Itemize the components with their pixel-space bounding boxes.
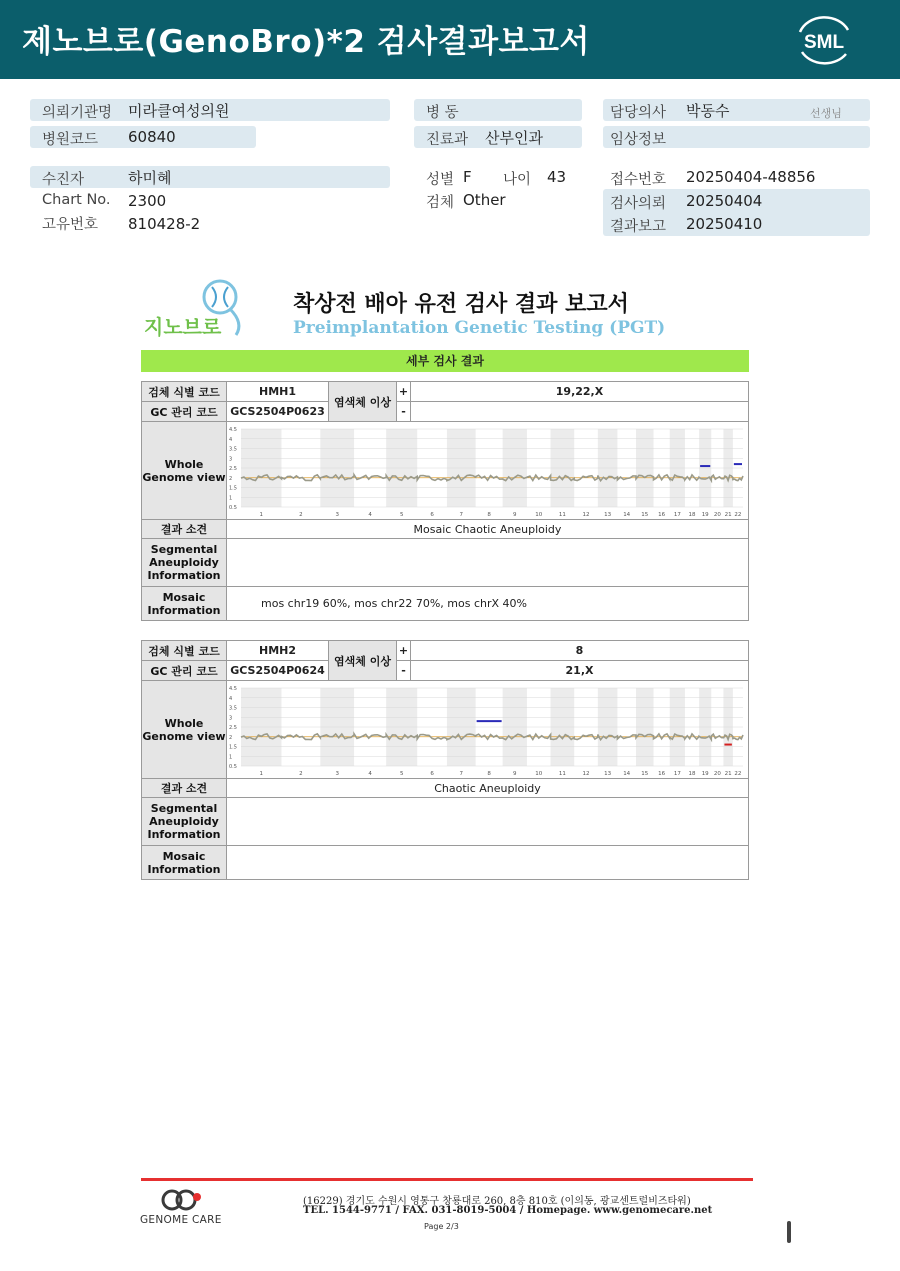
x-tick-label: 2 — [299, 770, 303, 777]
report-date-label: 결과보고 — [610, 219, 667, 235]
company-name: GENOME CARE — [140, 1214, 222, 1226]
hospital-code-label: 병원코드 — [42, 132, 99, 148]
minus-sign: - — [397, 402, 411, 422]
y-tick-label: 3 — [229, 455, 233, 462]
y-tick-label: 2 — [229, 475, 233, 482]
y-tick-label: 2.5 — [229, 465, 237, 472]
y-tick-label: 1.5 — [229, 744, 237, 750]
x-tick-label: 13 — [604, 511, 612, 518]
segmental-value — [227, 798, 749, 846]
x-tick-label: 16 — [658, 511, 666, 518]
hospital-code-value: 60840 — [128, 128, 176, 146]
minus-value — [411, 402, 749, 422]
age-value: 43 — [547, 168, 567, 186]
clinical-label: 임상정보 — [610, 132, 667, 148]
report-title-korean: 착상전 배아 유전 검사 결과 보고서 — [293, 292, 629, 317]
y-tick-label: 1 — [229, 753, 233, 760]
whole-genome-label: Whole Genome view — [142, 422, 227, 520]
sex-label: 성별 — [426, 172, 455, 188]
minus-sign: - — [397, 661, 411, 681]
department-label: 진료과 — [426, 132, 469, 148]
sml-logo-icon — [792, 12, 856, 68]
gc-code-value: GCS2504P0624 — [227, 661, 329, 681]
genome-plot-svg — [227, 682, 747, 778]
y-tick-label: 3.5 — [229, 705, 237, 711]
plus-value: 19,22,X — [411, 382, 749, 402]
page-number: Page 2/3 — [424, 1222, 459, 1231]
footer-address: (16229) 경기도 수원시 영통구 창룡대로 260, 8층 810호 (이의동, 광교센트럴비즈타워) — [303, 1196, 691, 1207]
doctor-suffix: 선생님 — [810, 107, 842, 120]
y-tick-label: 4.5 — [229, 426, 237, 433]
x-tick-label: 5 — [399, 770, 404, 777]
receipt-label: 접수번호 — [610, 172, 667, 188]
doctor-value: 박동수 — [686, 102, 730, 120]
ward-label: 병 동 — [426, 105, 459, 121]
genome-chart — [227, 423, 748, 519]
doctor-label: 담당의사 — [610, 105, 667, 121]
plus-sign: + — [397, 641, 411, 661]
y-tick-label: 4.5 — [229, 685, 237, 692]
chrom-abnormal-label: 염색체 이상 — [329, 641, 397, 681]
y-tick-label: 3 — [229, 714, 233, 721]
mosaic-label: Mosaic Information — [142, 587, 227, 621]
y-tick-label: 0.5 — [229, 504, 237, 511]
gc-code-value: GCS2504P0623 — [227, 402, 329, 422]
section-title: 세부 검사 결과 — [141, 350, 749, 372]
y-tick-label: 2.5 — [229, 724, 237, 731]
x-tick-label: 6 — [430, 770, 434, 777]
mosaic-label: Mosaic Information — [142, 846, 227, 880]
genobro-logo-icon — [140, 279, 260, 341]
x-tick-label: 9 — [513, 511, 517, 518]
segmental-label: Segmental Aneuploidy Information — [142, 798, 227, 846]
whole-genome-plot-1 — [227, 422, 749, 520]
x-tick-label: 3 — [335, 511, 339, 518]
x-tick-label: 20 — [713, 511, 721, 518]
minus-value: 21,X — [411, 661, 749, 681]
x-tick-label: 4 — [368, 770, 372, 777]
x-tick-label: 12 — [582, 770, 590, 777]
x-tick-label: 10 — [535, 511, 543, 518]
x-tick-label: 15 — [641, 511, 649, 518]
x-tick-label: 21 — [724, 511, 732, 518]
chart-value: 2300 — [128, 192, 167, 210]
x-tick-label: 14 — [623, 770, 631, 777]
request-value: 20250404 — [686, 192, 763, 210]
segmental-label: Segmental Aneuploidy Information — [142, 539, 227, 587]
sample-code-label: 검체 식별 코드 — [142, 382, 227, 402]
sex-value: F — [463, 168, 472, 186]
y-tick-label: 3.5 — [229, 446, 237, 452]
result-label: 결과 소견 — [142, 520, 227, 539]
x-tick-label: 2 — [299, 511, 303, 518]
x-tick-label: 22 — [734, 511, 742, 518]
result-value: Mosaic Chaotic Aneuploidy — [227, 520, 749, 539]
x-tick-label: 8 — [487, 770, 491, 777]
result-label: 결과 소견 — [142, 779, 227, 798]
requester-label: 의뢰기관명 — [42, 105, 113, 121]
x-tick-label: 4 — [368, 511, 372, 518]
x-tick-label: 6 — [430, 511, 434, 518]
x-tick-label: 1 — [259, 511, 264, 518]
gc-code-label: GC 관리 코드 — [142, 661, 227, 681]
request-label: 검사의뢰 — [610, 196, 667, 212]
header-bar — [0, 0, 900, 79]
genome-plot-svg — [227, 423, 747, 519]
x-tick-label: 1 — [259, 770, 264, 777]
genome-chart — [227, 682, 748, 778]
sample-table-1 — [141, 381, 749, 621]
page-title: 제노브로(GenoBro)*2 검사결과보고서 — [22, 24, 590, 60]
x-tick-label: 8 — [487, 511, 491, 518]
sample-code-label: 검체 식별 코드 — [142, 641, 227, 661]
specimen-label: 검체 — [426, 195, 455, 211]
sample-code-value: HMH2 — [227, 641, 329, 661]
y-tick-label: 0.5 — [229, 763, 237, 770]
patient-label: 수진자 — [42, 172, 85, 188]
report-date-value: 20250410 — [686, 215, 763, 233]
x-tick-label: 17 — [673, 511, 681, 518]
age-label: 나이 — [503, 172, 532, 188]
x-tick-label: 21 — [724, 770, 732, 777]
mosaic-value — [227, 846, 749, 880]
x-tick-label: 20 — [713, 770, 721, 777]
x-tick-label: 13 — [604, 770, 612, 777]
receipt-value: 20250404-48856 — [686, 168, 816, 186]
patient-value: 하미혜 — [128, 169, 172, 187]
segmental-value — [227, 539, 749, 587]
y-tick-label: 1.5 — [229, 485, 237, 491]
x-tick-label: 17 — [673, 770, 681, 777]
x-tick-label: 14 — [623, 511, 631, 518]
y-tick-label: 4 — [229, 436, 233, 443]
sml-logo-text: SML — [803, 32, 845, 53]
x-tick-label: 22 — [734, 770, 742, 777]
mosaic-value: mos chr19 60%, mos chr22 70%, mos chrX 40% — [227, 587, 749, 621]
sample-code-value: HMH1 — [227, 382, 329, 402]
x-tick-label: 3 — [335, 770, 339, 777]
plus-sign: + — [397, 382, 411, 402]
x-tick-label: 7 — [459, 511, 464, 518]
x-tick-label: 7 — [459, 770, 464, 777]
x-tick-label: 5 — [399, 511, 404, 518]
department-value: 산부인과 — [485, 129, 543, 147]
x-tick-label: 10 — [535, 770, 543, 777]
x-tick-label: 18 — [688, 511, 696, 518]
x-tick-label: 16 — [658, 770, 666, 777]
footer-contact: TEL. 1544-9771 / FAX. 031-8019-5004 / Homepage. www.genomecare.net — [303, 1205, 713, 1216]
x-tick-label: 9 — [513, 770, 517, 777]
genobro-logo-text: 지노브로 — [144, 315, 222, 339]
y-tick-label: 2 — [229, 734, 233, 741]
scroll-indicator[interactable] — [787, 1221, 791, 1243]
x-tick-label: 11 — [558, 770, 566, 777]
chrom-abnormal-label: 염색체 이상 — [329, 382, 397, 422]
report-title-english: Preimplantation Genetic Testing (PGT) — [293, 318, 666, 338]
footer-divider — [141, 1178, 753, 1181]
result-value: Chaotic Aneuploidy — [227, 779, 749, 798]
x-tick-label: 12 — [582, 511, 590, 518]
id-label: 고유번호 — [42, 217, 99, 233]
id-value: 810428-2 — [128, 215, 201, 233]
plus-value: 8 — [411, 641, 749, 661]
whole-genome-label: Whole Genome view — [142, 681, 227, 779]
requester-value: 미라클여성의원 — [128, 102, 230, 120]
x-tick-label: 19 — [701, 770, 709, 777]
whole-genome-plot-2 — [227, 681, 749, 779]
specimen-value: Other — [463, 191, 506, 209]
x-tick-label: 18 — [688, 770, 696, 777]
x-tick-label: 19 — [701, 511, 709, 518]
gc-code-label: GC 관리 코드 — [142, 402, 227, 422]
sample-table-2 — [141, 640, 749, 880]
x-tick-label: 15 — [641, 770, 649, 777]
y-tick-label: 4 — [229, 695, 233, 702]
y-tick-label: 1 — [229, 494, 233, 501]
x-tick-label: 11 — [558, 511, 566, 518]
chart-label: Chart No. — [42, 192, 111, 208]
